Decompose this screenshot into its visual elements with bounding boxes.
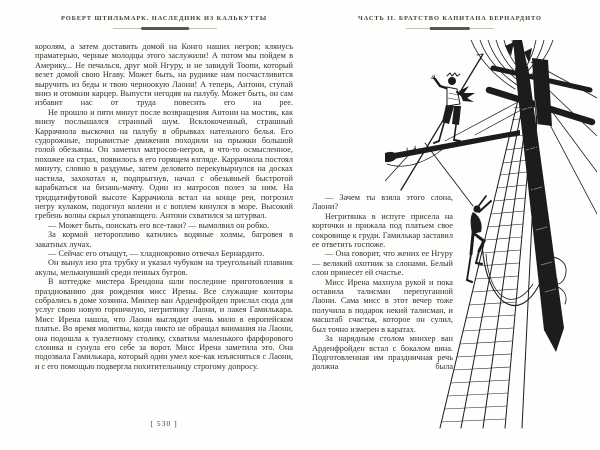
header-rule-thick-segment: [430, 27, 470, 30]
crosstrees: [489, 58, 592, 126]
body-paragraph: — Зачем ты взяла этого слона, Лаони?: [312, 193, 453, 212]
body-paragraph: Он вынул изо рта трубку и указал чубуком на треугольный плавник акулы, мелькнувший среди пенных бугров.: [35, 258, 293, 277]
header-rule-right: [406, 28, 494, 29]
climbing-sailor-figure: [467, 196, 491, 282]
running-head-right: ЧАСТЬ II. БРАТСТВО КАПИТАНА БЕРНАРДИТО: [358, 15, 542, 22]
body-paragraph: За кормой неторопливо катились водяные холмы, багровея в закатных лучах.: [35, 230, 293, 249]
body-paragraph: — Может быть, поискать его все-таки? — вымолвил он робко.: [48, 220, 270, 230]
body-paragraph: королям, а затем доставить домой на Конго наших негров; клянусь праматерью, черные молодцы этого заслужили! А потом мы пойдем в Америку... Не печалься, друг мой Нгуру, и не завидуй Тоопи, который везет домой свою Нгаву. Может быть, на руднике нам посчастливится выручить из беды и твою черноокую Лаони! А теперь, Антони, ступай вниз и отомкни карцер. Выпусти негодяя на палубу. Может быть, он сам избавит нас от труда повесить его на рее.: [35, 42, 293, 108]
right-page: [300, 0, 600, 450]
left-page-text: [35, 42, 293, 371]
body-paragraph: — Она говорит, что жених ее Нгуру — великий охотник за слонами. Белый слон принесет ей счастье.: [312, 249, 453, 278]
header-rule-thick-segment: [141, 27, 189, 30]
sailor-on-ship-rigging-illustration: [385, 40, 597, 432]
page-number: [ 530 ]: [150, 419, 178, 428]
body-paragraph: Негритянка в испуге присела на корточки и прижала под платьем свое сокровище к груди. Гамилькар заставил ее ответить госпоже.: [312, 211, 453, 250]
shrouds-ratlines: [440, 100, 537, 428]
body-paragraph: — Сейчас его отыщут, — хладнокровно отвечал Бернардито.: [48, 248, 265, 258]
standing-sailor-figure: [431, 73, 475, 143]
body-paragraph: Мисс Ирена махнула рукой и пока оставила талисман перепуганной Лаони. Сама мисс в этот вечер тоже получила в подарок некий талисман, и масштаб счастья, которое он сулил, был точно измерен в каратах.: [312, 277, 453, 334]
body-paragraph: За нарядным столом минхер ван Арденфройден встал с бокалом вина. Подготовленная им праздничная речь должна была: [312, 334, 453, 372]
header-rule-left: [113, 28, 217, 29]
body-paragraph: Не прошло и пяти минут после возвращения Антони на мостик, как внизу послышался странный шум. Всклокоченный, страшный Каррачиола выскочил на палубу в обрывках нательного белья. Его судорожные, порывистые движения походили на прыжки большой голой обезьяны. Он заметил матросов-негров, и что-то осмысленное, похожее на страх, появилось в его горящем взгляде. Каррачиола постоял минуту, словно в раздумье, затем деловито перекувырнулся на досках настила, захохотал и, подпрыгнув, начал с обезьяньей быстротой карабкаться на бизань-мачту. Один из матросов полез за ним. На тридцатифутовой высоте Каррачиола встал на конце реи, погрозил негру кулаком, подогнул колени и с воплем кинулся в море. Высокий гребень волны скрыл утопающего. Антони схватился за штурвал.: [35, 107, 293, 221]
running-head-left: РОБЕРТ ШТИЛЬМАРК. НАСЛЕДНИК ИЗ КАЛЬКУТТЫ: [60, 15, 268, 22]
body-paragraph: В коттедже мистера Брендона шли последние приготовления к празднованию дня рождения мисс Ирены. Все служащие конторы собрались в доме хозяина. Минхер ван Арденфройден прислал сюда для услуг свою новую горничную, негритянку Лаони, и лакея Гамилькара. Мисс Ирена нашла, что Лаони выглядит очень мило в европейском платье. Во время молитвы, когда никто не обращал внимания на Лаони, она подошла к туалетному столику, схватила маленького фарфорового слоника и сунула его себе за ворот. Мисс Ирена заметила это. Она подозвала Гамилькара, который один умел кое-как изъясняться с Лаони, и с его помощью подвергла похитительницу строгому допросу.: [35, 277, 293, 371]
